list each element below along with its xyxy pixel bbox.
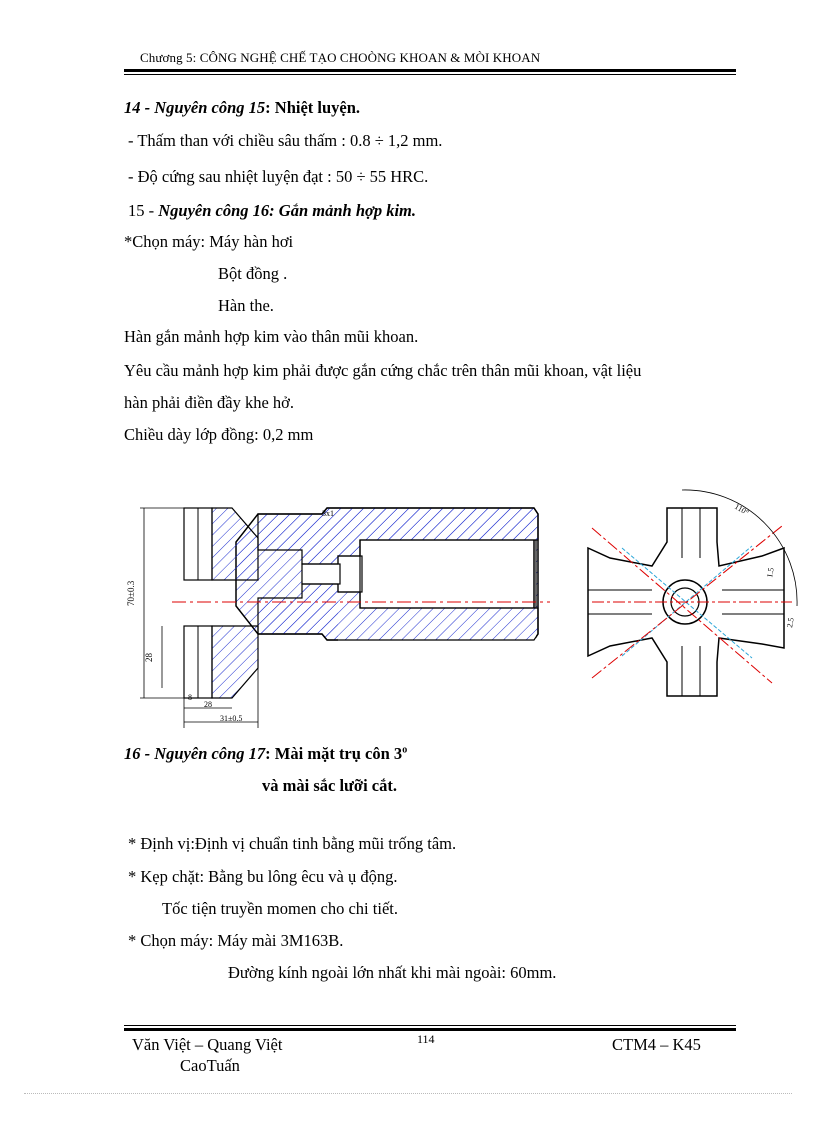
header-rule [124, 69, 736, 72]
dim-right2: 2.5 [785, 616, 796, 629]
op15-title: 14 - Nguyên công 15: Nhiệt luyện. [124, 98, 361, 117]
end-view [588, 490, 797, 698]
op16-title: 15 - Nguyên công 16: Gắn mảnh hợp kim. [128, 201, 417, 220]
op17-b5: Đường kính ngoài lớn nhất khi mài ngoài: 60mm. [228, 963, 557, 982]
dim-angle: 110° [733, 501, 751, 518]
op17-b3: Tốc tiện truyền momen cho chi tiết. [162, 899, 398, 918]
page-bottom-divider [24, 1093, 792, 1094]
op16-machine-3: Hàn the. [218, 296, 274, 315]
op17-b1: * Định vị:Định vị chuẩn tinh bằng mũi trống tâm. [128, 834, 457, 853]
op17-b4: * Chọn máy: Máy mài 3M163B. [128, 931, 344, 950]
op15-line1: - Thấm than với chiều sâu thấm : 0.8 ÷ 1,2 mm. [128, 131, 443, 150]
op16-text3: hàn phải điền đầy khe hở. [124, 393, 295, 412]
op16-text4: Chiều dày lớp đồng: 0,2 mm [124, 425, 314, 444]
op17-b2: * Kẹp chặt: Bằng bu lông êcu và ụ động. [128, 867, 398, 886]
footer-rule [124, 1028, 736, 1031]
dim-inner: 28 [144, 653, 154, 662]
chapter-header: Chương 5: CÔNG NGHỆ CHẾ TẠO CHOÒNG KHOAN & MÒI KHOAN [140, 50, 541, 65]
dim-len1: 28 [204, 700, 212, 709]
op16-text2: Yêu cầu mảnh hợp kim phải được gắn cứng chắc trên thân mũi khoan, vật liệu [124, 361, 642, 380]
dim-height: 70±0.3 [126, 580, 136, 606]
op16-machine-2: Bột đồng . [218, 264, 288, 283]
section-view [126, 508, 550, 728]
op15-line2: - Độ cứng sau nhiệt luyện đạt : 50 ÷ 55 HRC. [128, 167, 429, 186]
footer-author2: CaoTuấn [180, 1056, 240, 1075]
op16-machine: *Chọn máy: Máy hàn hơi [124, 232, 294, 251]
header-rule-thin [124, 74, 736, 75]
page-number: 114 [417, 1032, 435, 1046]
footer-rule-thin [124, 1025, 736, 1026]
dim-small: 8 [188, 693, 192, 702]
footer-authors: Văn Việt – Quang Việt [132, 1035, 283, 1054]
op17-title-line2: và mài sắc lưỡi cắt. [262, 776, 397, 795]
op17-title: 16 - Nguyên công 17: Mài mặt trụ côn 3$^o$ [124, 744, 408, 763]
dim-right1: 1.5 [765, 566, 776, 579]
dim-len2: 31±0.5 [220, 714, 243, 723]
op16-text1: Hàn gắn mảnh hợp kim vào thân mũi khoan. [124, 327, 419, 346]
technical-drawing [122, 478, 812, 738]
dim-chamfer: 3x1 [322, 509, 334, 518]
footer-class: CTM4 – K45 [612, 1035, 701, 1054]
